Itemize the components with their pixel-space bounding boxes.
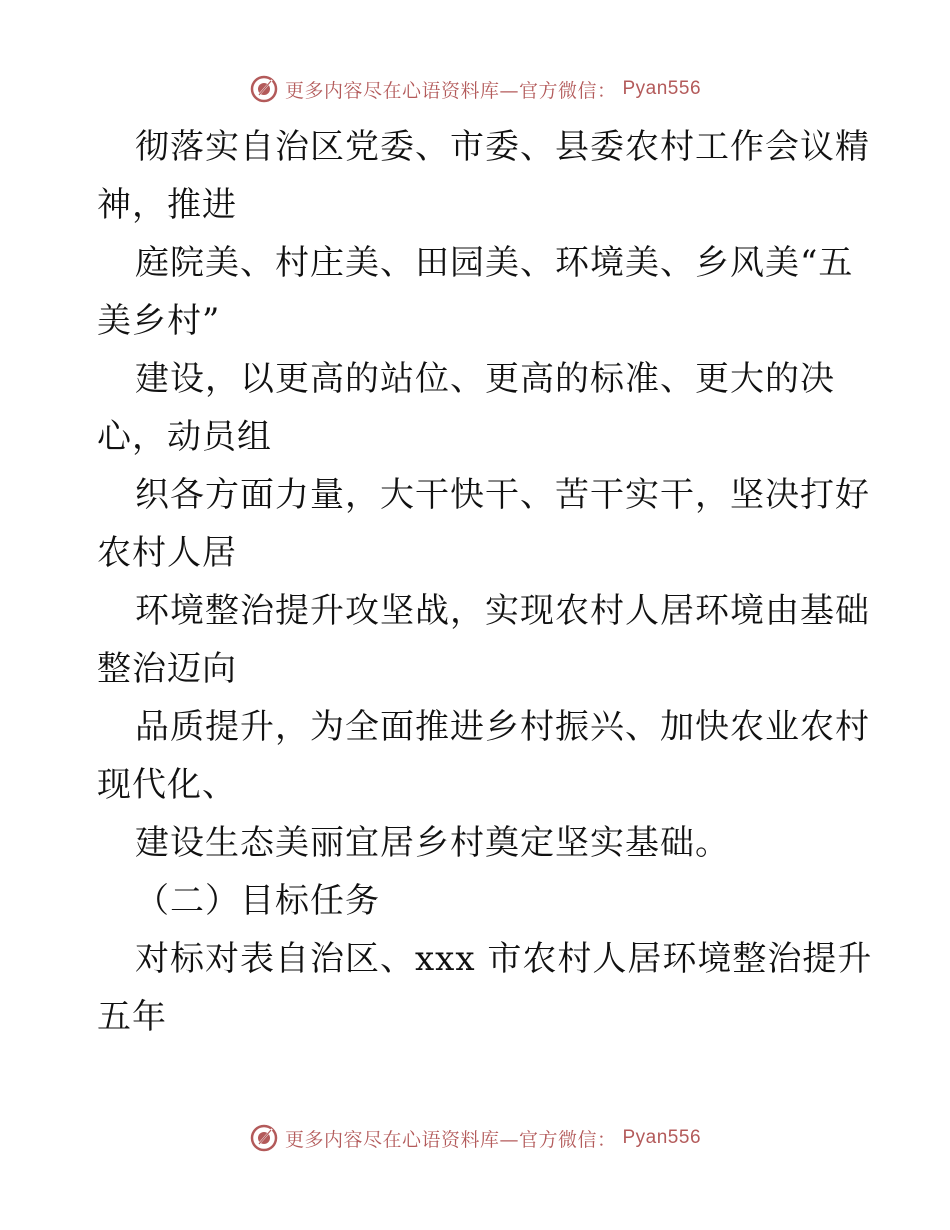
body-line: 环境整治提升攻坚战，实现农村人居环境由基础 (135, 591, 870, 631)
body-line: 庭院美、村庄美、田园美、环境美、乡风美“五 (135, 243, 854, 283)
red-seal-pen-icon (249, 74, 279, 104)
document-body (97, 118, 873, 1046)
body-line: 五年 (97, 997, 167, 1037)
body-line: 对标对表自治区、xxx 市农村人居环境整治提升 (135, 939, 873, 979)
red-seal-pen-icon (249, 1123, 279, 1153)
body-line: 现代化、 (97, 765, 237, 805)
body-line: 美乡村” (97, 301, 221, 341)
body-line: 建设，以更高的站位、更高的标准、更大的决 (135, 359, 835, 399)
body-line: 彻落实自治区党委、市委、县委农村工作会议精 (135, 127, 870, 167)
footer-watermark (0, 1123, 950, 1153)
body-line: 整治迈向 (97, 649, 237, 689)
header-watermark (0, 74, 950, 104)
body-line: 织各方面力量，大干快干、苦干实干，坚决打好 (135, 475, 870, 515)
body-line: 品质提升，为全面推进乡村振兴、加快农业农村 (135, 707, 870, 747)
watermark-wechat-id: Pyan556 (622, 1127, 702, 1148)
watermark-wechat-id: Pyan556 (622, 78, 702, 99)
body-line: 农村人居 (97, 533, 237, 573)
section-heading: （二）目标任务 (135, 881, 380, 921)
body-line: 神，推进 (97, 185, 237, 225)
watermark-text: 更多内容尽在心语资料库—官方微信： (284, 79, 617, 102)
body-line: 建设生态美丽宜居乡村奠定坚实基础。 (135, 823, 730, 863)
body-line: 心，动员组 (97, 417, 272, 457)
watermark-text: 更多内容尽在心语资料库—官方微信： (284, 1128, 617, 1151)
